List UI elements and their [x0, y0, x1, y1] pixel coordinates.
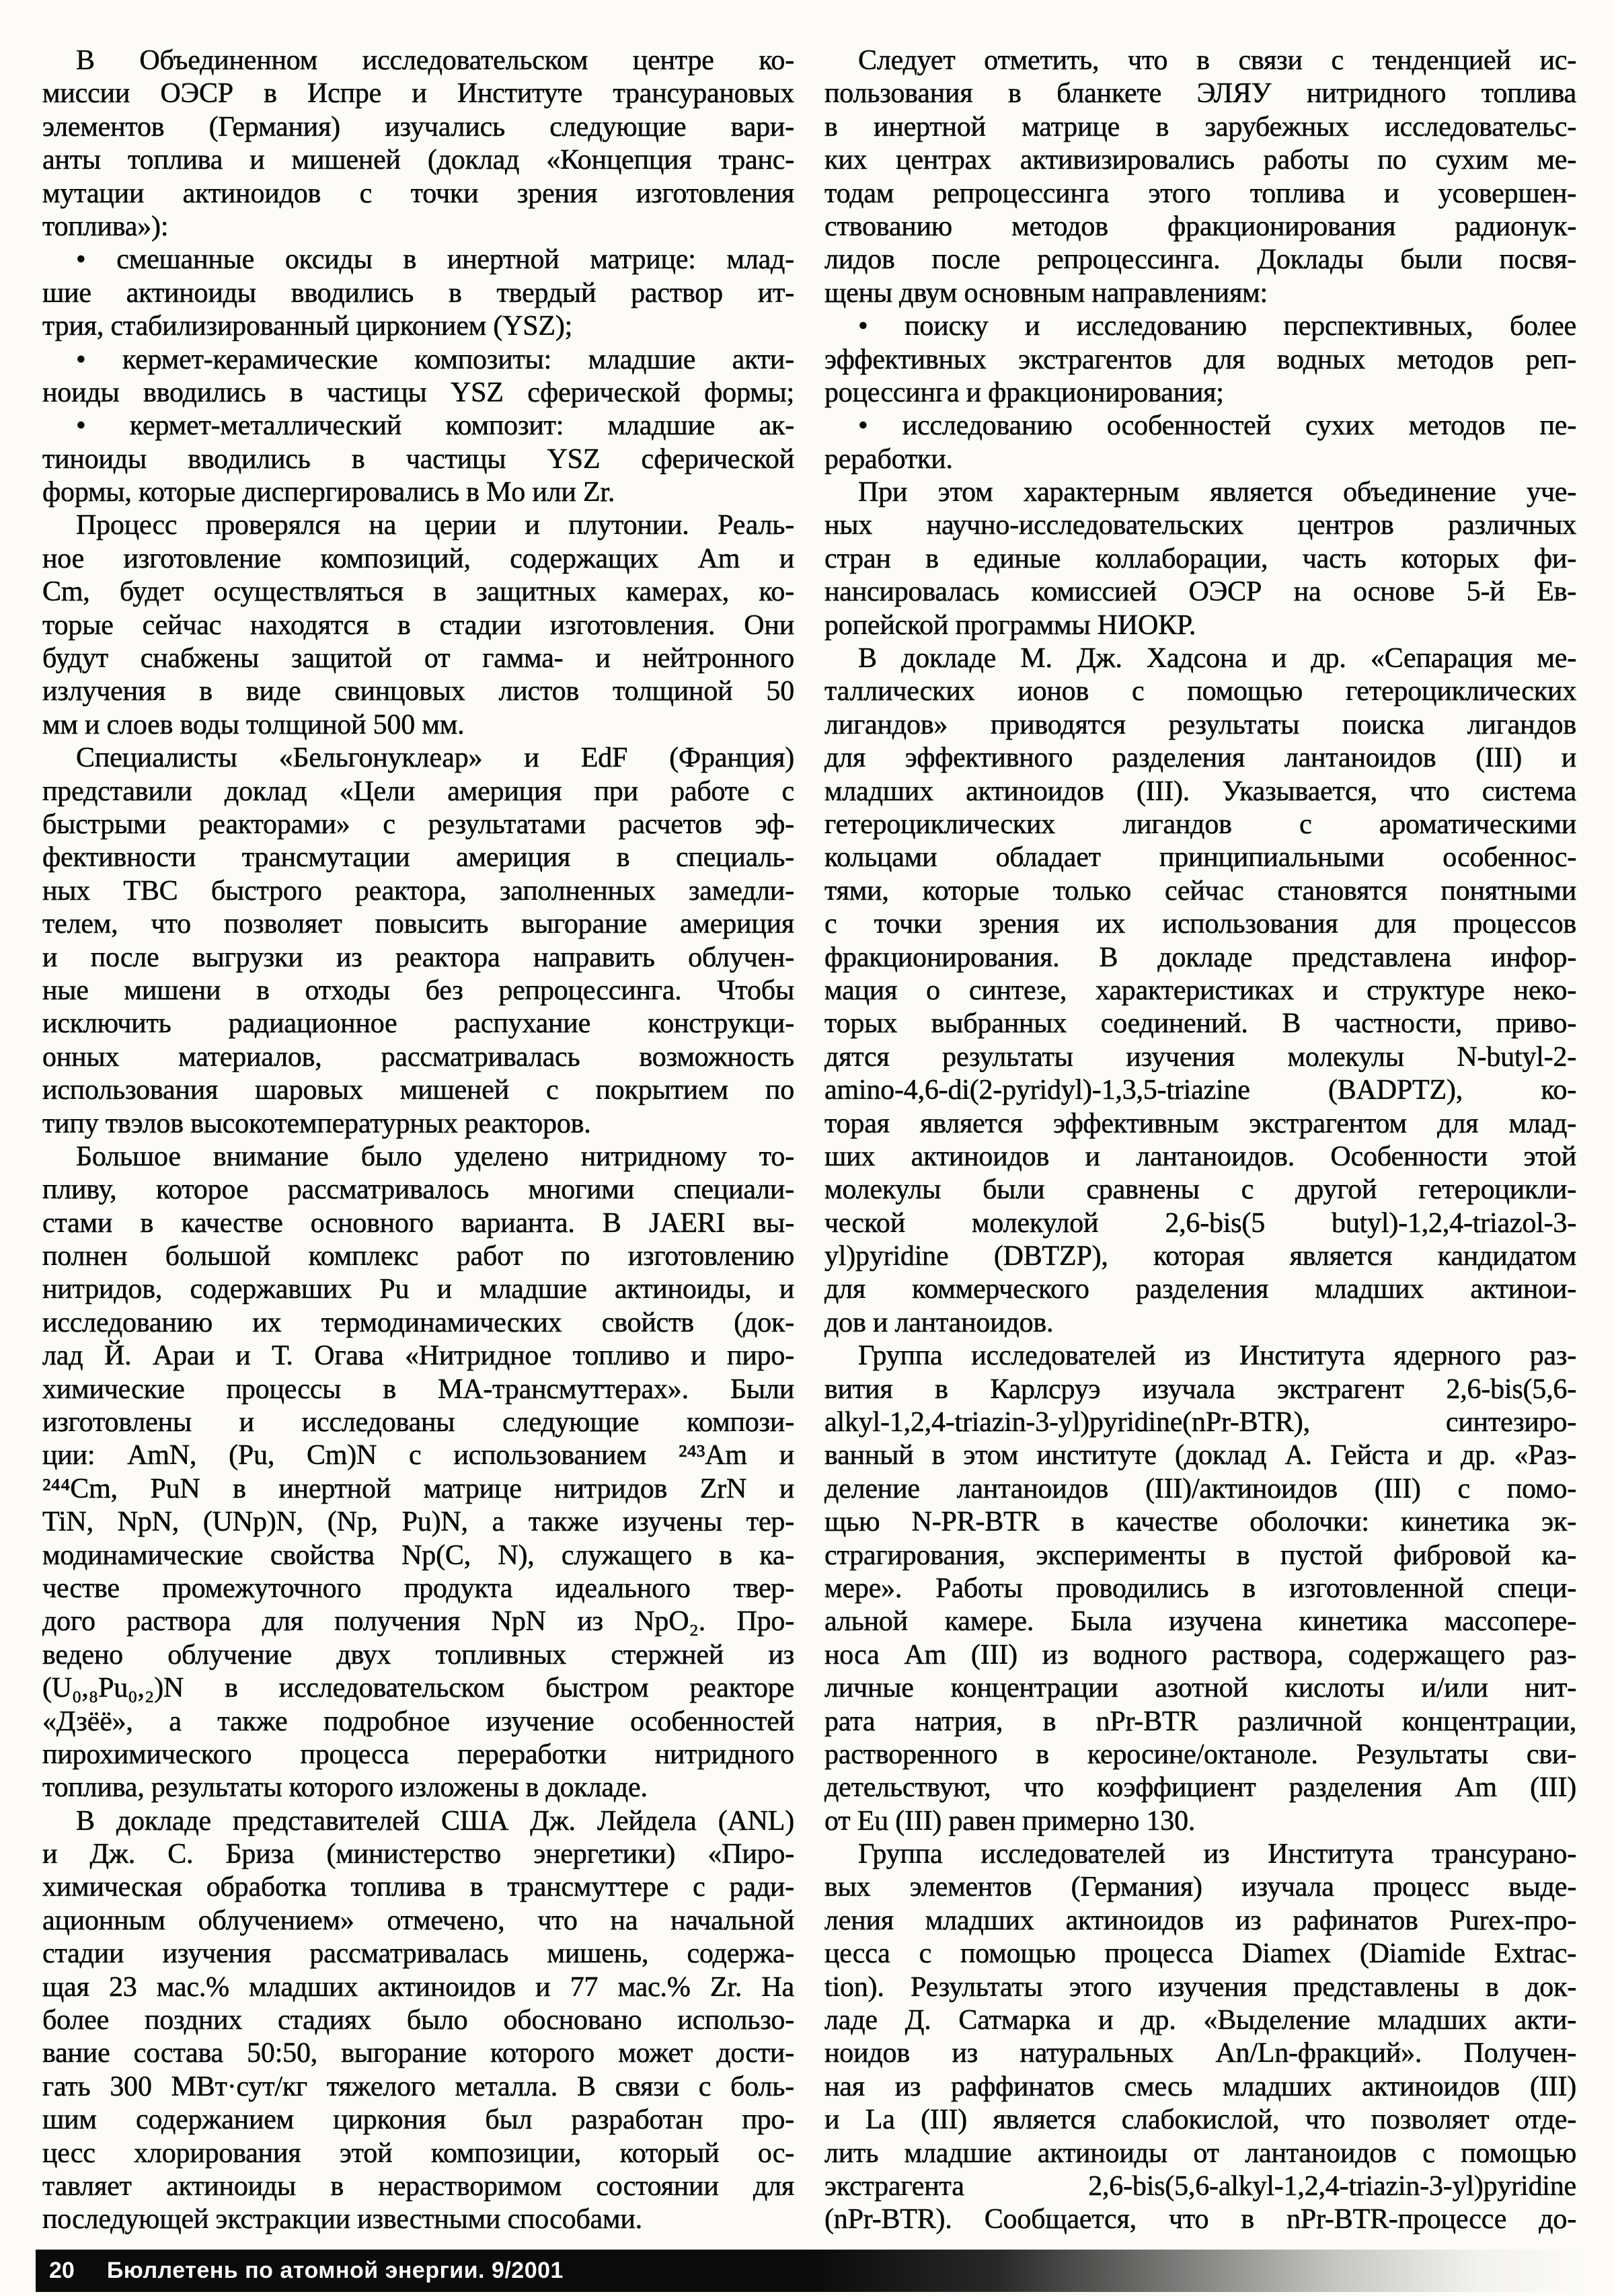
- text-line: TiN, NpN, (UNp)N, (Np, Pu)N, а также изучены тер-: [42, 1506, 794, 1538]
- text-line: торых выбранных соединений. В частности, приво-: [824, 1008, 1576, 1040]
- text-line: • кермет-керамические композиты: младшие акти-: [76, 344, 794, 375]
- text-line: ных научно-исследовательских центров различных: [824, 510, 1576, 541]
- paragraph: [824, 642, 1576, 1340]
- text-line: онных материалов, рассматривалась возможность: [42, 1041, 794, 1073]
- text-line: и Дж. С. Бриза (министерство энергетики) «Пиро-: [42, 1839, 794, 1870]
- text-line: в инертной матрице в зарубежных исследовательс-: [824, 111, 1576, 143]
- paragraph: [42, 1805, 794, 2237]
- page-number: 20: [49, 2258, 75, 2283]
- text-line: телем, что позволяет повысить выгорание америция: [42, 909, 794, 940]
- text-line: от Eu (III) равен примерно 130.: [824, 1805, 1196, 1837]
- text-line: Следует отметить, что в связи с тенденцией ис-: [858, 45, 1576, 76]
- text-line: «Дзёё», а также подробное изучение особенностей: [42, 1706, 794, 1737]
- text-line: торая является эффективным экстрагентом для млад-: [824, 1108, 1576, 1139]
- text-line: Большое внимание было уделено нитридному то-: [76, 1141, 794, 1172]
- text-line: гать 300 МВт·сут/кг тяжелого металла. В связи с боль-: [42, 2071, 794, 2102]
- paragraph: [824, 1838, 1576, 2237]
- left-column: [42, 44, 794, 2237]
- text-line: с точки зрения их использования для процессов: [824, 909, 1576, 940]
- text-line: шим содержанием циркония был разработан про-: [42, 2104, 794, 2136]
- paragraph: [42, 410, 794, 509]
- text-line: кольцами обладает принципиальными особеннос-: [824, 842, 1576, 874]
- text-line: Cm, будет осуществляться в защитных камерах, ко-: [42, 576, 794, 608]
- text-line: исключить радиационное распухание конструкци-: [42, 1008, 794, 1040]
- text-line: элементов (Германия) изучались следующие вари-: [42, 111, 794, 143]
- text-line: типу твэлов высокотемпературных реакторов.: [42, 1108, 591, 1139]
- paragraph: [42, 1141, 794, 1805]
- text-line: ванный в этом институте (доклад А. Гейста и др. «Раз-: [824, 1440, 1576, 1471]
- text-line: личные концентрации азотной кислоты и/или нит-: [824, 1673, 1576, 1704]
- text-line: анты топлива и мишеней (доклад «Концепция транс-: [42, 145, 794, 176]
- text-line: тиноиды вводились в частицы YSZ сферической: [42, 443, 794, 475]
- text-line: шие актиноиды вводились в твердый раствор ит-: [42, 277, 794, 309]
- text-line: исследованию их термодинамических свойств (док-: [42, 1307, 794, 1338]
- text-line: деление лантаноидов (III)/актиноидов (III) с помо-: [824, 1473, 1576, 1504]
- text-line: alkyl-1,2,4-triazin-3-yl)pyridine(nPr-BTR), синтезиро-: [824, 1407, 1576, 1439]
- text-line: ких центрах активизировались работы по сухим ме-: [824, 145, 1576, 176]
- text-line: тями, которые только сейчас становятся понятными: [824, 875, 1576, 907]
- text-line: быстрыми реакторами» с результатами расчетов эф-: [42, 808, 794, 840]
- text-line: представили доклад «Цели америция при работе с: [42, 775, 794, 807]
- text-line: будут снабжены защитой от гамма- и нейтронного: [42, 643, 794, 675]
- text-line: щая 23 мас.% младших актиноидов и 77 мас.% Zr. На: [42, 1971, 794, 2003]
- text-line: ноидов из натуральных An/Ln-фракций». Получен-: [824, 2038, 1576, 2069]
- text-line: (nPr-BTR). Сообщается, что в nPr-BTR-процессе до-: [824, 2204, 1576, 2235]
- text-line: ационным облучением» отмечено, что на начальной: [42, 1905, 794, 1936]
- text-line: гетероциклических лигандов с ароматическими: [824, 808, 1576, 840]
- right-column: [824, 44, 1576, 2237]
- text-line: ведено облучение двух топливных стержней из: [42, 1639, 794, 1671]
- journal-title: Бюллетень по атомной энергии. 9/2001: [106, 2258, 564, 2283]
- text-line: В докладе М. Дж. Хадсона и др. «Сепарация ме-: [858, 643, 1576, 675]
- text-line: последующей экстракции известными способами.: [42, 2204, 642, 2235]
- text-line: роцессинга и фракционирования;: [824, 377, 1224, 408]
- text-line: • исследованию особенностей сухих методов пе-: [858, 410, 1576, 442]
- text-line: топлива»):: [42, 211, 169, 242]
- text-line: ноиды вводились в частицы YSZ сферической формы;: [42, 377, 794, 408]
- text-line: тодам репроцессинга этого топлива и усовершен-: [824, 178, 1576, 209]
- text-line: для коммерческого разделения младших актинои-: [824, 1274, 1576, 1305]
- paragraph: [42, 742, 794, 1141]
- text-line: стран в единые коллаборации, часть которых фи-: [824, 543, 1576, 574]
- paragraph: [42, 509, 794, 742]
- text-line: формы, которые диспергировались в Mo или Zr.: [42, 477, 615, 508]
- text-line: дов и лантаноидов.: [824, 1307, 1054, 1338]
- text-line: вание состава 50:50, выгорание которого может дости-: [42, 2038, 794, 2069]
- text-line: дятся результаты изучения молекулы N-butyl-2-: [824, 1041, 1576, 1073]
- text-line: В Объединенном исследовательском центре ко-: [76, 45, 794, 76]
- text-line: ²⁴⁴Cm, PuN в инертной матрице нитридов ZrN и: [42, 1473, 794, 1504]
- text-line: пливу, которое рассматривалось многими специали-: [42, 1174, 794, 1206]
- text-line: ции: AmN, (Pu, Cm)N с использованием ²⁴³Am и: [42, 1440, 794, 1471]
- text-line: Процесс проверялся на церии и плутонии. Реаль-: [76, 510, 794, 541]
- text-line: честве промежуточного продукта идеального твер-: [42, 1572, 794, 1604]
- text-line: младших актиноидов (III). Указывается, что система: [824, 775, 1576, 807]
- paragraph: [824, 476, 1576, 642]
- text-line: более поздних стадиях было обосновано использо-: [42, 2005, 794, 2036]
- text-line: (U₀,₈Pu₀,₂)N в исследовательском быстром реакторе: [42, 1673, 794, 1704]
- text-line: мм и слоев воды толщиной 500 мм.: [42, 709, 465, 740]
- text-line: ления младших актиноидов из рафинатов Purex-про-: [824, 1905, 1576, 1936]
- text-line: излучения в виде свинцовых листов толщиной 50: [42, 676, 794, 707]
- paragraph: [824, 410, 1576, 476]
- text-line: тавляет актиноиды в нерастворимом состоянии для: [42, 2171, 794, 2202]
- text-line: Группа исследователей из Института ядерного раз-: [858, 1340, 1576, 1372]
- text-line: tion). Результаты этого изучения представлены в док-: [824, 1971, 1576, 2003]
- text-line: трия, стабилизированный цирконием (YSZ);: [42, 311, 573, 342]
- text-line: Специалисты «Бельгонуклеар» и EdF (Франция): [76, 742, 794, 774]
- text-line: ших актиноидов и лантаноидов. Особенности этой: [824, 1141, 1576, 1172]
- text-line: молекулы были сравнены с другой гетероцикли-: [824, 1174, 1576, 1206]
- text-line: пользования в бланкете ЭЛЯУ нитридного топлива: [824, 78, 1576, 110]
- text-line: ных ТВС быстрого реактора, заполненных замедли-: [42, 875, 794, 907]
- text-line: модинамические свойства Np(C, N), служащего в ка-: [42, 1539, 794, 1571]
- text-line: для эффективного разделения лантаноидов (III) и: [824, 742, 1576, 774]
- text-line: фективности трансмутации америция в специаль-: [42, 842, 794, 874]
- text-line: фракционирования. В докладе представлена инфор-: [824, 942, 1576, 973]
- text-line: полнен большой комплекс работ по изготовлению: [42, 1241, 794, 1272]
- text-line: химическая обработка топлива в трансмуттере с ради-: [42, 1872, 794, 1903]
- text-line: химические процессы в МА-трансмуттерах». Были: [42, 1373, 794, 1405]
- text-line: использования шаровых мишеней с покрытием по: [42, 1075, 794, 1106]
- text-line: ческой молекулой 2,6-bis(5 butyl)-1,2,4-triazol-3-: [824, 1207, 1576, 1239]
- text-line: Группа исследователей из Института трансурано-: [858, 1839, 1576, 1870]
- paragraph: [42, 44, 794, 243]
- text-line: изготовлены и исследованы следующие компози-: [42, 1407, 794, 1439]
- text-line: • смешанные оксиды в инертной матрице: млад-: [76, 244, 794, 276]
- paragraph: [824, 44, 1576, 310]
- text-line: щены двум основным направлениям:: [824, 277, 1268, 309]
- text-line: стами в качестве основного варианта. В JAERI вы-: [42, 1207, 794, 1239]
- text-line: вых элементов (Германия) изучала процесс выде-: [824, 1872, 1576, 1903]
- text-line: мация о синтезе, характеристиках и структуре неко-: [824, 974, 1576, 1006]
- text-line: В докладе представителей США Дж. Лейдела (ANL): [76, 1805, 794, 1837]
- text-line: ное изготовление композиций, содержащих Am и: [42, 543, 794, 574]
- text-line: щью N-PR-BTR в качестве оболочки: кинетика эк-: [824, 1506, 1576, 1538]
- text-line: таллических ионов с помощью гетероциклических: [824, 676, 1576, 707]
- text-line: лад Й. Араи и Т. Огава «Нитридное топливо и пиро-: [42, 1340, 794, 1372]
- text-line: рата натрия, в nPr-BTR различной концентрации,: [824, 1706, 1576, 1737]
- text-line: носа Am (III) из водного раствора, содержащего раз-: [824, 1639, 1576, 1671]
- text-line: реработки.: [824, 443, 953, 475]
- text-line: amino-4,6-di(2-pyridyl)-1,3,5-triazine (BADPTZ), ко-: [824, 1075, 1576, 1106]
- text-line: мере». Работы проводились в изготовленной специ-: [824, 1572, 1576, 1604]
- text-line: нитридов, содержавших Pu и младшие актиноиды, и: [42, 1274, 794, 1305]
- text-line: цесс хлорирования этой композиции, который ос-: [42, 2137, 794, 2169]
- text-line: • поиску и исследованию перспективных, более: [858, 311, 1576, 342]
- text-line: yl)pyridine (DBTZP), которая является кандидатом: [824, 1241, 1576, 1272]
- text-line: пирохимического процесса переработки нитридного: [42, 1738, 794, 1770]
- text-line: экстрагента 2,6-bis(5,6-alkyl-1,2,4-triazin-3-yl)pyridine: [824, 2171, 1576, 2202]
- text-line: и La (III) является слабокислой, что позволяет отде-: [824, 2104, 1576, 2136]
- text-line: растворенного в керосине/октаноле. Результаты сви-: [824, 1738, 1576, 1770]
- text-line: эффективных экстрагентов для водных методов реп-: [824, 344, 1576, 375]
- text-line: детельствуют, что коэффициент разделения Am (III): [824, 1772, 1576, 1804]
- paragraph: [42, 243, 794, 343]
- text-line: страгирования, эксперименты в пустой фибровой ка-: [824, 1539, 1576, 1571]
- text-line: лить младшие актиноиды от лантаноидов с помощью: [824, 2137, 1576, 2169]
- paragraph: [42, 344, 794, 410]
- text-line: топлива, результаты которого изложены в докладе.: [42, 1772, 648, 1804]
- text-line: мутации актиноидов с точки зрения изготовления: [42, 178, 794, 209]
- text-line: ная из раффинатов смесь младших актиноидов (III): [824, 2071, 1576, 2102]
- text-line: ствованию методов фракционирования радионук-: [824, 211, 1576, 242]
- text-line: При этом характерным является объединение уче-: [858, 477, 1576, 508]
- text-line: миссии ОЭСР в Испре и Институте трансурановых: [42, 78, 794, 110]
- paragraph: [824, 310, 1576, 410]
- text-line: лидов после репроцессинга. Доклады были посвя-: [824, 244, 1576, 276]
- paragraph: [824, 1340, 1576, 1838]
- text-line: цесса с помощью процесса Diamex (Diamide Extrac-: [824, 1938, 1576, 1970]
- text-line: и после выгрузки из реактора направить облучен-: [42, 942, 794, 973]
- text-line: ные мишени в отходы без репроцессинга. Чтобы: [42, 974, 794, 1006]
- text-line: дого раствора для получения NpN из NpO₂. Про-: [42, 1606, 794, 1638]
- text-line: вития в Карлсруэ изучала экстрагент 2,6-bis(5,6-: [824, 1373, 1576, 1405]
- text-line: нансировалась комиссией ОЭСР на основе 5-й Ев-: [824, 576, 1576, 608]
- text-line: торые сейчас находятся в стадии изготовления. Они: [42, 609, 794, 641]
- text-line: ладе Д. Сатмарка и др. «Выделение младших акти-: [824, 2005, 1576, 2036]
- text-line: лигандов» приводятся результаты поиска лигандов: [824, 709, 1576, 740]
- text-line: • кермет-металлический композит: младшие ак-: [76, 410, 794, 442]
- text-line: ропейской программы НИОКР.: [824, 609, 1196, 641]
- footer-bar: [36, 2250, 1587, 2292]
- text-line: стадии изучения рассматривалась мишень, содержа-: [42, 1938, 794, 1970]
- text-line: альной камере. Была изучена кинетика массопере-: [824, 1606, 1576, 1638]
